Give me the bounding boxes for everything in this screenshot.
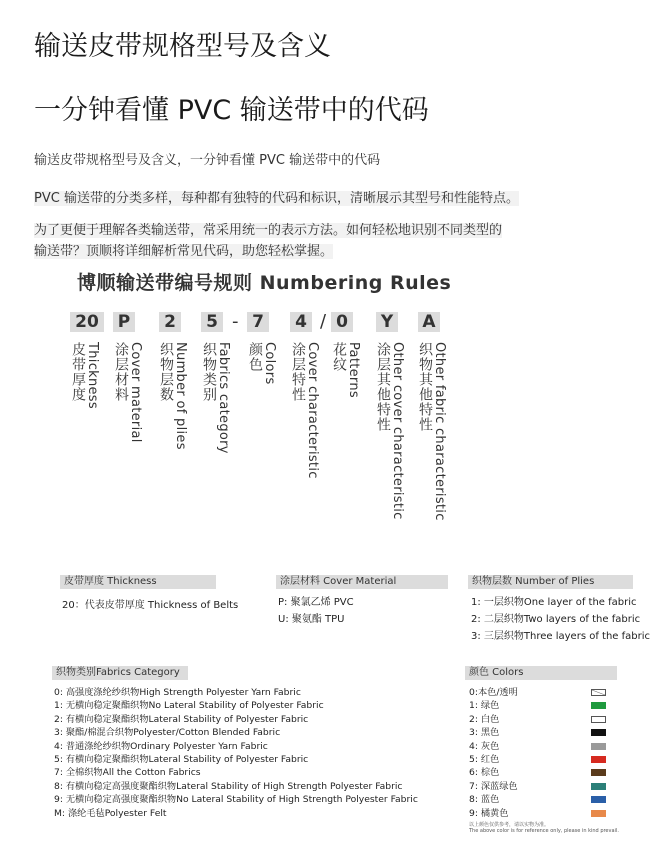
list-item: 1: 绿色 bbox=[469, 700, 500, 712]
rules-title: 博顺输送带编号规则 Numbering Rules bbox=[77, 272, 452, 294]
color-swatch bbox=[591, 783, 606, 790]
code-cover-material: P bbox=[113, 312, 135, 332]
colors-note-zh: 以上颜色仅供参考，请以实物为准。 bbox=[469, 822, 550, 828]
column-colors: 颜色 Colors bbox=[247, 342, 277, 385]
color-swatch bbox=[591, 796, 606, 803]
code-patterns: 0 bbox=[331, 312, 353, 332]
code-colors: 7 bbox=[247, 312, 269, 332]
numbering-rules-image bbox=[40, 262, 658, 850]
cover-material-header: 涂层材料 Cover Material bbox=[276, 575, 448, 589]
column-cover-material: 涂层材料 Cover material bbox=[113, 342, 143, 443]
list-item: 8: 蓝色 bbox=[469, 794, 500, 806]
plies-list bbox=[471, 594, 650, 645]
code-fabric-category: 5 bbox=[201, 312, 223, 332]
list-item: 9: 无横向稳定高强度聚酯织物No Lateral Stability of High Strength Polyester Fabric bbox=[54, 794, 418, 806]
fabric-category-list bbox=[54, 686, 418, 820]
code-other-fabric: A bbox=[418, 312, 440, 332]
column-other-fabric: 织物其他特性 Other fabric characteristic bbox=[417, 342, 447, 521]
article-subtitle: 一分钟看懂 PVC 输送带中的代码 bbox=[34, 95, 429, 126]
list-item: 3: 黑色 bbox=[469, 727, 500, 739]
list-item: 4: 普通涤纶纱织物Ordinary Polyester Yarn Fabric bbox=[54, 740, 268, 752]
code-separator-dash: - bbox=[232, 311, 239, 332]
list-item: 3: 聚酯/棉混合织物Polyester/Cotton Blended Fabric bbox=[54, 727, 281, 739]
code-cover-characteristic: 4 bbox=[290, 312, 312, 332]
list-item: 1: 一层织物One layer of the fabric bbox=[471, 597, 637, 608]
list-item: 5: 有横向稳定聚酯织物Lateral Stability of Polyester Fabric bbox=[54, 754, 309, 766]
highlighted-text: 为了更便于理解各类输送带，常采用统一的表示方法。如何轻松地识别不同类型的 bbox=[34, 223, 503, 238]
article-paragraph-1 bbox=[34, 187, 519, 206]
list-item: 6: 棕色 bbox=[469, 767, 500, 779]
color-swatch bbox=[591, 716, 606, 723]
column-other-cover: 涂层其他特性 Other cover characteristic bbox=[375, 342, 405, 520]
highlighted-text: PVC 输送带的分类多样，每种都有独特的代码和标识，清晰展示其型号和性能特点。 bbox=[34, 191, 519, 206]
colors-note-en: The above color is for reference only, please in kind prevail. bbox=[469, 828, 619, 834]
highlighted-text: 输送带？顶顺将详细解析常见代码，助您轻松掌握。 bbox=[34, 244, 334, 259]
color-swatch bbox=[591, 702, 606, 709]
list-item: P: 聚氯乙烯 PVC bbox=[278, 597, 354, 608]
list-item: 8: 有横向稳定高强度聚酯织物Lateral Stability of High Strength Polyester Fabric bbox=[54, 780, 403, 792]
fabric-category-header: 织物类别Fabrics Category bbox=[52, 666, 188, 680]
colors-list bbox=[469, 686, 518, 820]
article-summary: 输送皮带规格型号及含义，一分钟看懂 PVC 输送带中的代码 bbox=[34, 153, 381, 168]
thickness-text: 20：代表皮带厚度 Thickness of Belts bbox=[62, 600, 239, 611]
column-fabric-category: 织物类别 Fabrics category bbox=[201, 342, 231, 454]
list-item: 2: 二层织物Two layers of the fabric bbox=[471, 614, 641, 625]
code-separator-slash: / bbox=[320, 311, 327, 332]
list-item: 0: 高强度涤纶纱织物High Strength Polyester Yarn Fabric bbox=[54, 687, 301, 698]
list-item: 7: 全棉织物All the Cotton Fabrics bbox=[54, 767, 201, 779]
plies-header: 织物层数 Number of Plies bbox=[468, 575, 633, 589]
color-swatch bbox=[591, 743, 606, 750]
list-item: 7: 深蓝绿色 bbox=[469, 780, 518, 792]
code-thickness: 20 bbox=[70, 312, 104, 332]
color-swatch bbox=[591, 769, 606, 776]
column-plies: 织物层数 Number of plies bbox=[158, 342, 188, 450]
article-title: 输送皮带规格型号及含义 bbox=[34, 31, 331, 62]
colors-header: 颜色 Colors bbox=[465, 666, 617, 680]
list-item: 4: 灰色 bbox=[469, 740, 500, 752]
column-cover-characteristic: 涂层特性 Cover characteristic bbox=[290, 342, 320, 479]
list-item: 9: 橘黄色 bbox=[469, 807, 509, 819]
list-item: 3: 三层织物Three layers of the fabric bbox=[471, 631, 650, 642]
color-swatch bbox=[591, 689, 606, 696]
list-item: 2: 有横向稳定聚酯织物Lateral Stability of Polyester Fabric bbox=[54, 713, 309, 725]
list-item: 5: 红色 bbox=[469, 754, 500, 766]
list-item: 0:本色/透明 bbox=[469, 687, 518, 698]
list-item: U: 聚氨酯 TPU bbox=[278, 614, 345, 625]
column-thickness: 皮带厚度 Thickness bbox=[70, 342, 100, 409]
list-item: 1: 无横向稳定聚酯织物No Lateral Stability of Polyester Fabric bbox=[54, 700, 324, 712]
color-swatch bbox=[591, 756, 606, 763]
column-patterns: 花纹 Patterns bbox=[331, 342, 361, 398]
list-item: M: 涤纶毛毡Polyester Felt bbox=[54, 807, 167, 819]
code-other-cover: Y bbox=[376, 312, 398, 332]
list-item: 2: 白色 bbox=[469, 713, 500, 725]
cover-material-list bbox=[278, 594, 354, 628]
article-paragraph-2-line-2 bbox=[34, 240, 333, 259]
thickness-header: 皮带厚度 Thickness bbox=[60, 575, 216, 589]
article-paragraph-2-line-1 bbox=[34, 219, 502, 238]
code-plies: 2 bbox=[159, 312, 181, 332]
color-swatch bbox=[591, 729, 606, 736]
color-swatch bbox=[591, 810, 606, 817]
